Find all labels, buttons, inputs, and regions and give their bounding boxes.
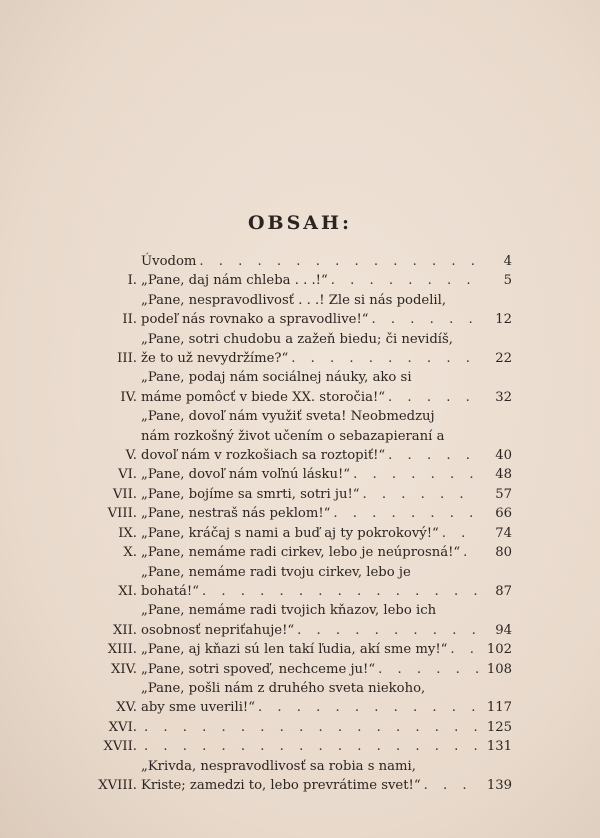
toc-entry: [82, 252, 512, 271]
page-number: 22: [495, 351, 512, 367]
chapter-title-line: „Pane, sotri spoveď, nechceme ju!“: [141, 661, 376, 677]
chapter-number: XI.: [118, 583, 137, 599]
toc-entry: [82, 718, 512, 737]
chapter-title-line: Kriste; zamedzi to, lebo prevrátime svet!“: [141, 777, 421, 793]
chapter-number: II.: [122, 312, 137, 328]
chapter-number: III.: [117, 351, 137, 367]
dot-leader: [424, 776, 479, 795]
chapter-title-line: „Pane, nemáme radi cirkev, lebo je neúprosná!“: [141, 545, 461, 561]
chapter-title-line: „Pane, kráčaj s nami a buď aj ty pokrokový!“: [141, 525, 439, 541]
chapter-number: V.: [125, 448, 137, 464]
chapter-title-line: „Pane, bojíme sa smrti, sotri ju!“: [141, 486, 360, 502]
page-number: 4: [503, 254, 512, 269]
page-number: 94: [495, 622, 512, 638]
dot-leader: [333, 504, 479, 523]
chapter-title-line: „Pane, dovoľ nám využiť sveta! Neobmedzuj: [141, 409, 435, 425]
chapter-number: XIII.: [107, 642, 137, 658]
page-number: 125: [486, 719, 512, 735]
toc-entry: [82, 679, 512, 718]
dot-leader: [199, 252, 479, 271]
page-number: 108: [486, 661, 512, 677]
dot-leader: [331, 271, 479, 290]
toc-entry: [82, 757, 512, 796]
dot-leader: [353, 465, 479, 484]
dot-leader: [202, 582, 479, 601]
chapter-number: VII.: [112, 486, 137, 502]
page-number: 48: [495, 467, 512, 483]
chapter-title-line: bohatá!“: [141, 583, 199, 599]
chapter-number: IV.: [120, 389, 137, 405]
chapter-title-line: „Pane, pošli nám z druhého sveta niekoho,: [141, 680, 426, 696]
chapter-number: XVII.: [103, 739, 137, 755]
chapter-title-line: dovoľ nám v rozkošiach sa roztopiť!“: [141, 448, 386, 464]
toc-entry: [82, 601, 512, 640]
chapter-number: XII.: [113, 622, 137, 638]
chapter-title-line: aby sme uverili!“: [141, 700, 255, 716]
page-number: 117: [486, 700, 512, 716]
toc-entry: [82, 465, 512, 484]
toc-entry: [82, 660, 512, 679]
chapter-title-line: že to už nevydržíme?“: [141, 351, 289, 367]
dot-leader: [297, 621, 479, 640]
toc-entry: [82, 330, 512, 369]
chapter-number: VI.: [118, 467, 137, 483]
dot-leader: [388, 446, 479, 465]
chapter-number: XV.: [116, 700, 137, 716]
toc-entry: [82, 524, 512, 543]
chapter-number: I.: [127, 273, 137, 289]
chapter-number: IX.: [118, 525, 137, 541]
dot-leader: [450, 640, 479, 659]
chapter-title-line: podeľ nás rovnako a spravodlive!“: [141, 312, 369, 328]
dot-leader: [378, 660, 479, 679]
page-number: 5: [503, 273, 512, 289]
dot-leader: [372, 310, 479, 329]
page-number: 66: [495, 506, 512, 522]
toc-entry: [82, 640, 512, 659]
page-number: 102: [486, 642, 512, 658]
chapter-title-line: „Pane, dovoľ nám voľnú lásku!“: [141, 467, 351, 483]
chapter-number: XVI.: [108, 719, 137, 735]
chapter-number: VIII.: [107, 506, 137, 522]
page-number: 131: [486, 739, 512, 755]
page-number: 139: [486, 777, 512, 793]
toc-entry: [82, 407, 512, 465]
toc-entry: [82, 291, 512, 330]
chapter-title-line: „Krivda, nespravodlivosť sa robia s nami,: [141, 758, 416, 774]
page-title: OBSAH:: [247, 212, 353, 234]
page-number: 74: [495, 525, 512, 541]
dot-leader: [258, 698, 479, 717]
chapter-title-line: „Pane, nestraš nás peklom!“: [141, 506, 331, 522]
toc-entry: [82, 485, 512, 504]
dot-leader: [291, 349, 479, 368]
chapter-title-line: „Pane, daj nám chleba . . .!“: [141, 273, 328, 289]
dot-leader: [463, 543, 479, 562]
page-number: 32: [495, 389, 512, 405]
toc-entry: [82, 543, 512, 562]
table-of-contents: [82, 252, 512, 795]
page-number: 12: [495, 312, 512, 328]
dot-leader: [363, 485, 480, 504]
chapter-title-line: Úvodom: [141, 254, 197, 269]
toc-entry: [82, 368, 512, 407]
toc-entry: [82, 504, 512, 523]
chapter-title-line: „Pane, aj kňazi sú len takí ľudia, akí sme my!“: [141, 642, 448, 658]
page-number: 57: [495, 486, 512, 502]
chapter-title-line: „Pane, podaj nám sociálnej náuky, ako si: [141, 370, 412, 386]
chapter-number: XIV.: [110, 661, 137, 677]
toc-entry: [82, 563, 512, 602]
toc-entry: [82, 737, 512, 756]
dot-leader: [144, 737, 479, 756]
page-number: 40: [495, 448, 512, 464]
chapter-title-line: „Pane, nemáme radi tvojich kňazov, lebo ich: [141, 603, 437, 619]
dot-leader: [144, 718, 479, 737]
chapter-title-line: máme pomôcť v biede XX. storočia!“: [141, 389, 386, 405]
chapter-title-line: „Pane, nespravodlivosť . . .! Zle si nás podelil,: [141, 292, 447, 308]
dot-leader: [388, 388, 479, 407]
chapter-title-line: nám rozkošný život učením o sebazapieraní a: [141, 428, 445, 444]
chapter-title-line: „Pane, sotri chudobu a zažeň biedu; či nevidíš,: [141, 331, 453, 347]
chapter-title-line: osobnosť nepriťahuje!“: [141, 622, 295, 638]
chapter-title-line: „Pane, nemáme radi tvoju cirkev, lebo je: [141, 564, 411, 580]
toc-entry: [82, 271, 512, 290]
chapter-number: X.: [123, 545, 137, 561]
chapter-number: XVIII.: [98, 777, 137, 793]
page-number: 87: [495, 583, 512, 599]
dot-leader: [442, 524, 479, 543]
page-number: 80: [495, 545, 512, 561]
